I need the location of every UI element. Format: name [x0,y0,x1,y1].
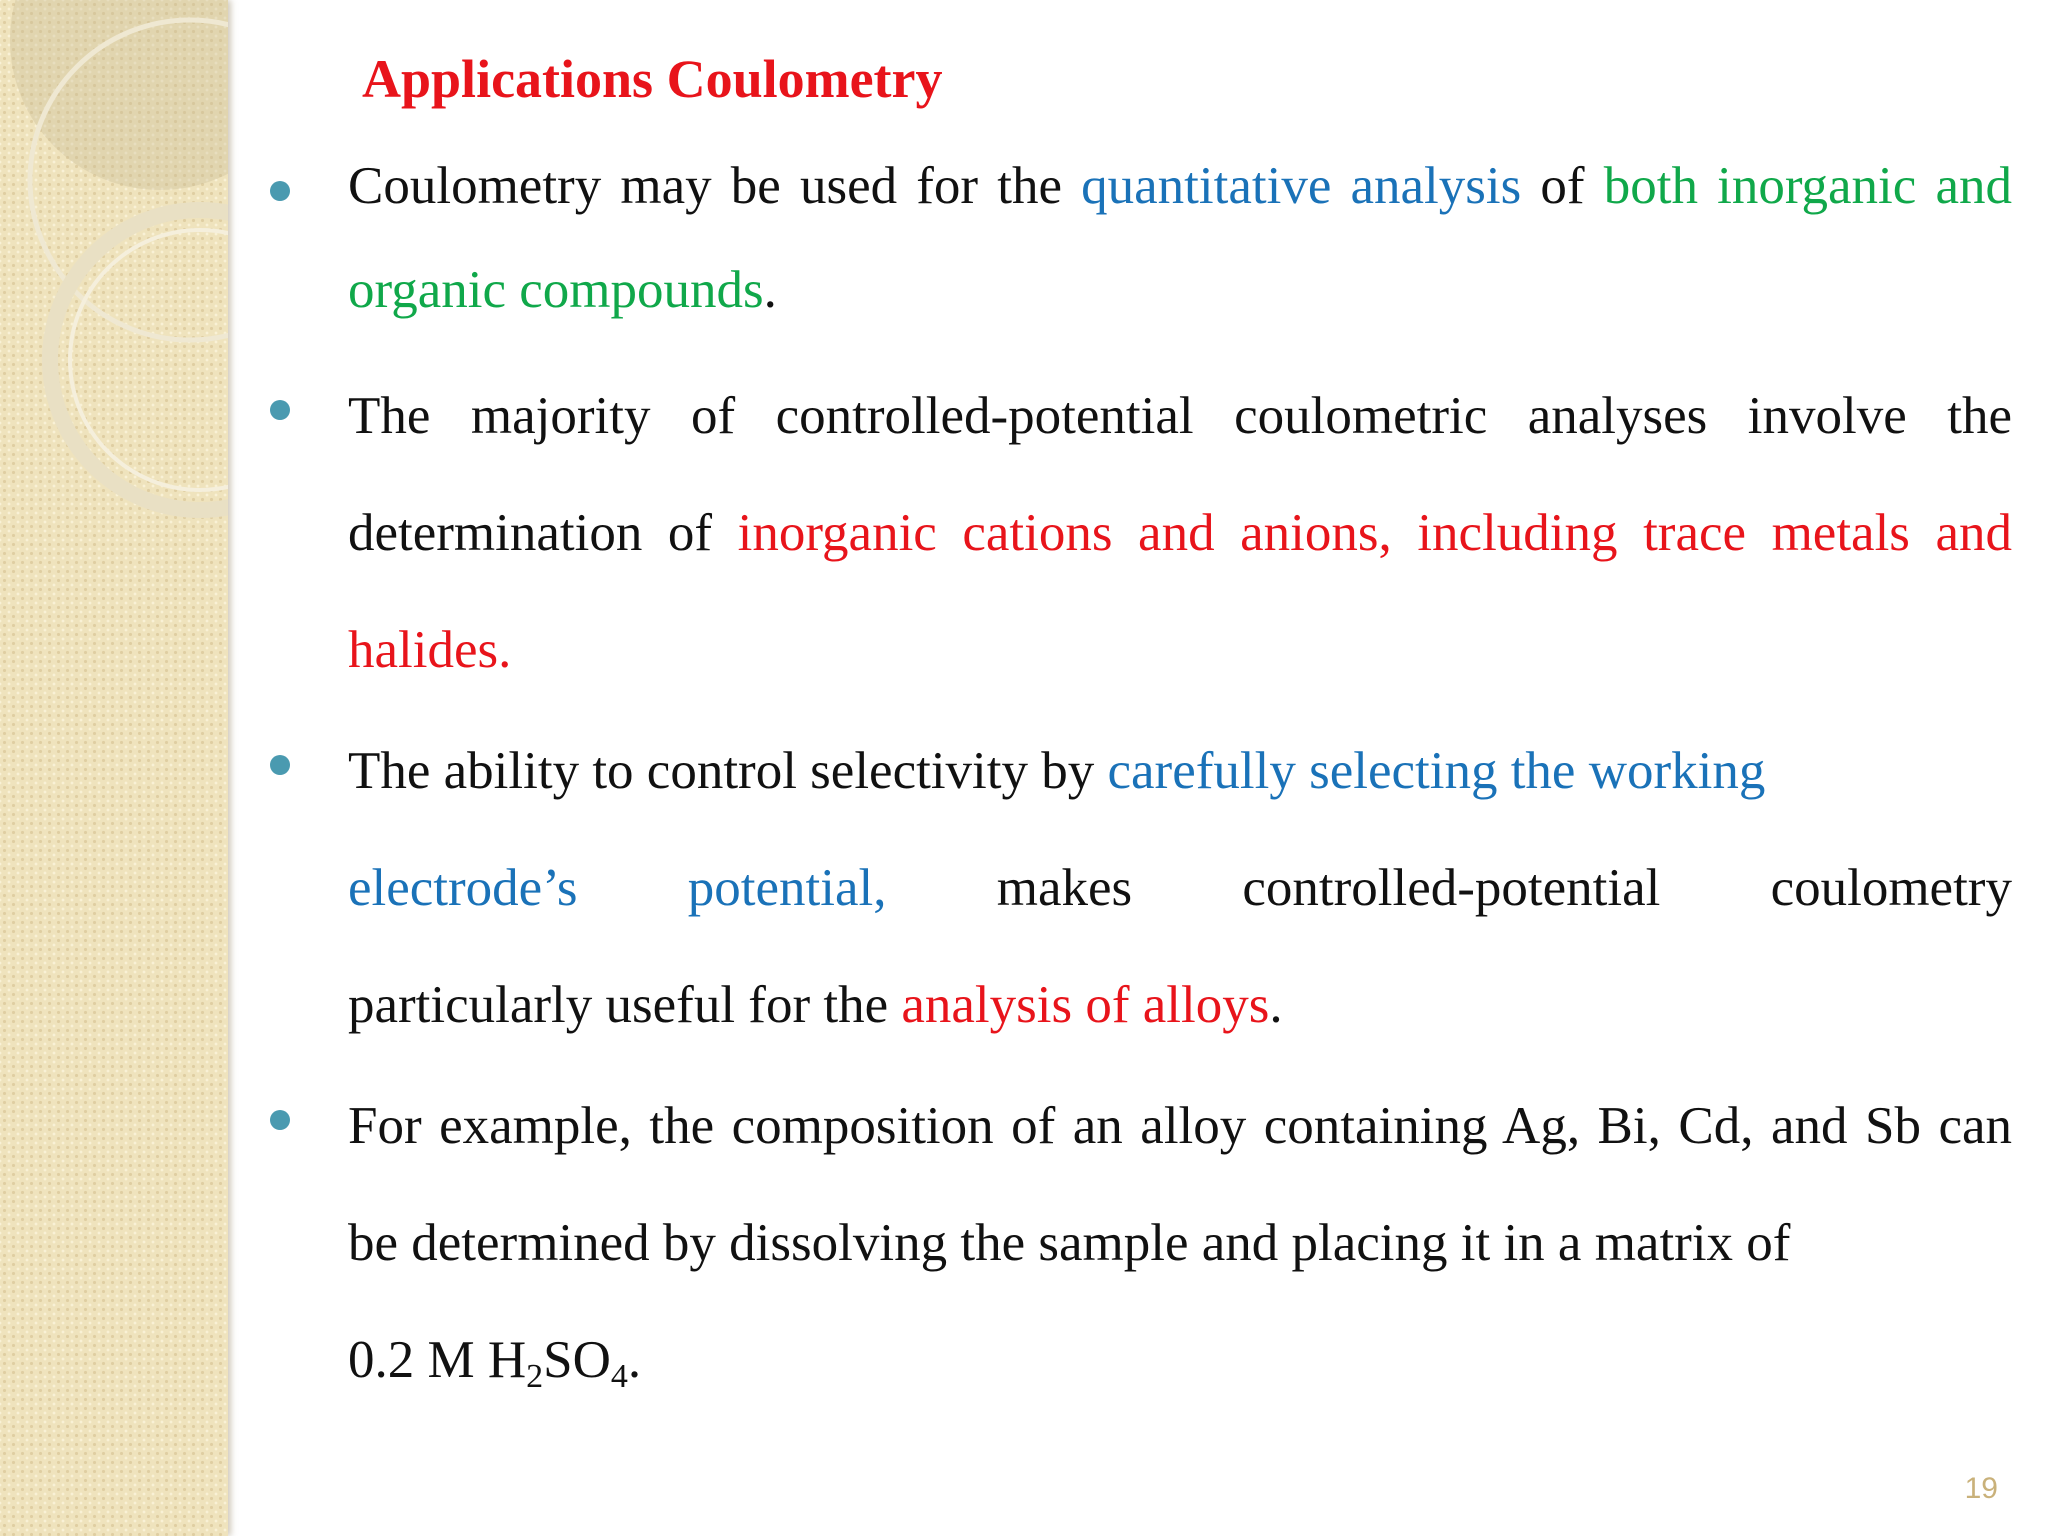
bullet-3-text-3: particularly useful for the [348,976,902,1034]
bullet-3-word-5: coulometry [1770,859,2012,917]
bullet-3-line-1 [348,713,2012,830]
page-number: 19 [1964,1472,1998,1505]
formula-mid: SO [543,1331,611,1389]
bullet-3-line-2 [348,830,2012,947]
bullet-item-3 [348,713,2012,1064]
bullet-3-word-1: electrode’s [348,859,578,917]
formula-subscript-2: 4 [610,1358,628,1395]
formula-prefix: 0.2 M H [348,1331,527,1389]
bullet-4-text: For example, the composition of an alloy containing Ag, Bi, Cd, and Sb can be determined by dissolving the sample and placing it in a matrix of [348,1097,2012,1272]
bullet-marker [270,1110,290,1130]
bullet-3-word-3: makes [996,859,1133,917]
bullet-1-text-2: quantitative analysis [1081,157,1522,215]
bullet-3-word-4: controlled-potential [1242,859,1661,917]
bullet-item-1 [348,134,2012,342]
bullet-1-text-1: Coulometry may be used for the [348,157,1082,215]
bullet-marker [270,400,290,420]
bullet-1-text-5: . [763,261,777,319]
formula-suffix: . [627,1331,642,1389]
bullet-marker [270,181,290,201]
bullet-3-text-1: The ability to control selectivity by [348,742,1108,800]
chemical-formula [348,1302,2012,1419]
bullet-3-text-2: carefully selecting the working [1107,742,1766,800]
bullet-2-text-2: inorganic cations and anions, including trace metals and halides. [348,504,2013,679]
bullet-3-word-2: potential, [687,859,887,917]
formula-subscript-1: 2 [526,1358,544,1395]
bullet-marker [270,755,290,775]
bullet-3-text-4: analysis of alloys [901,976,1270,1034]
bullet-item-4 [348,1068,2012,1419]
bullet-2-text-1: The majority of controlled-potential coulometric analyses involve the determination of [348,387,2012,562]
bullet-1-text-3: of [1521,157,1604,215]
bullet-1-text-4: both inorganic and organic compounds [348,157,2012,319]
bullet-3-text-5: . [1269,976,1283,1034]
slide-title: Applications Coulometry [362,49,943,109]
bullet-item-2 [348,358,2012,709]
bullet-3-line-3 [348,947,2012,1064]
